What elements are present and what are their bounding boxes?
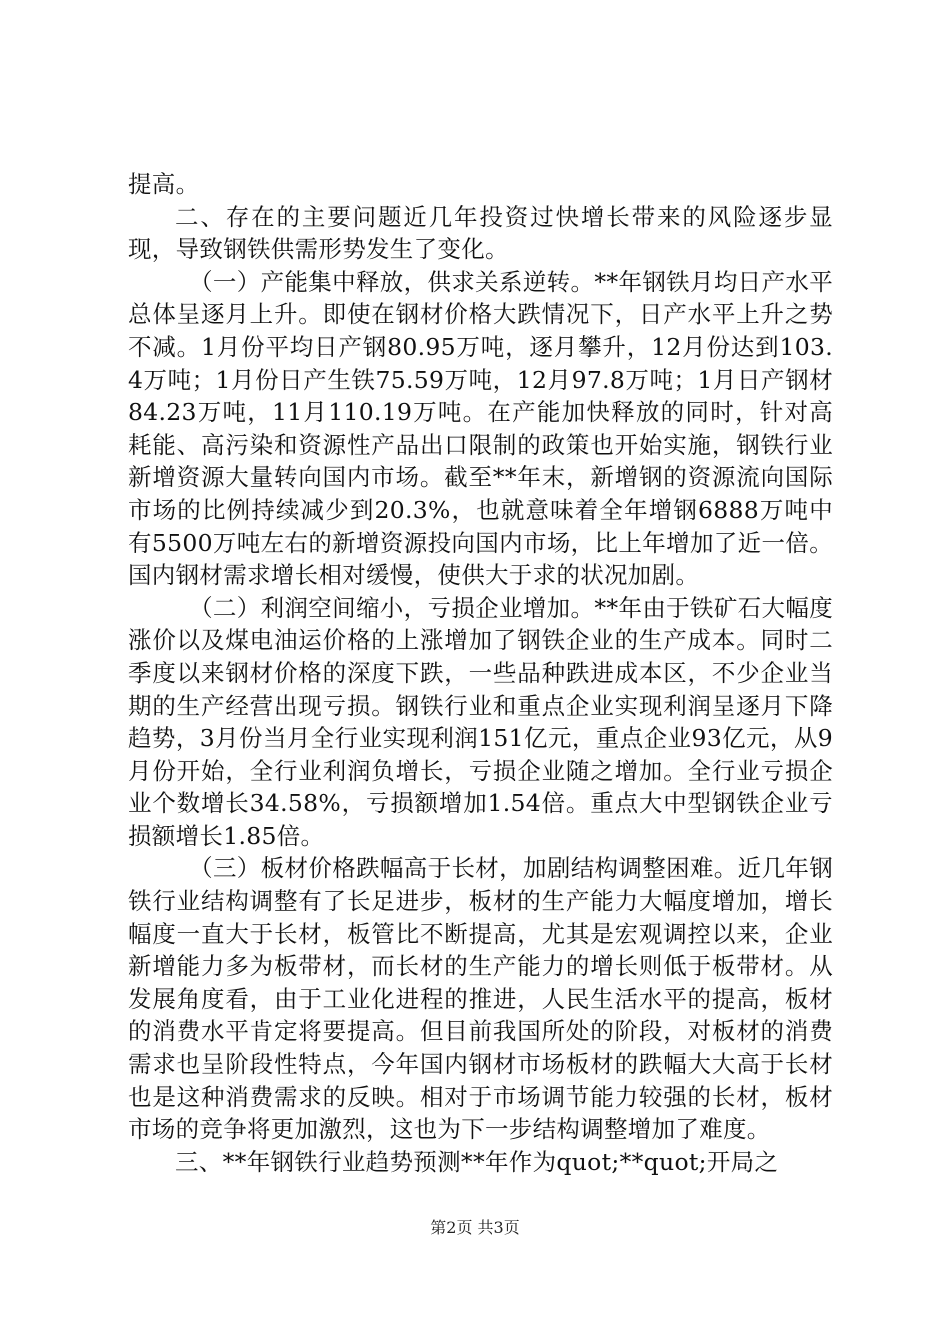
paragraph-section-two-heading: 二、存在的主要问题近几年投资过快增长带来的风险逐步显现，导致钢铁供需形势发生了变化。: [128, 202, 833, 264]
paragraph-subsection-one: （一）产能集中释放，供求关系逆转。**年钢铁月均日产水平总体呈逐月上升。即使在钢材价格大跌情况下，日产水平上升之势不减。1月份平均日产钢80.95万吨，逐月攀升，12月份达到103.4万吨；1月份日产生铁75.59万吨，12月97.8万吨；1月日产钢材84.23万吨，11月110.19万吨。在产能加快释放的同时，针对高耗能、高污染和资源性产品出口限制的政策也开始实施，钢铁行业新增资源大量转向国内市场。截至**年末，新增钢的资源流向国际市场的比例持续减少到20.3%，也就意味着全年增钢6888万吨中有5500万吨左右的新增资源投向国内市场，比上年增加了近一倍。国内钢材需求增长相对缓慢，使供大于求的状况加剧。: [128, 267, 833, 590]
page-number-footer: 第2页 共3页: [430, 1218, 520, 1237]
paragraph-subsection-three: （三）板材价格跌幅高于长材，加剧结构调整困难。近几年钢铁行业结构调整有了长足进步，板材的生产能力大幅度增加，增长幅度一直大于长材，板管比不断提高，尤其是宏观调控以来，企业新增能力多为板带材，而长材的生产能力的增长则低于板带材。从发展角度看，由于工业化进程的推进，人民生活水平的提高，板材的消费水平肯定将要提高。但目前我国所处的阶段，对板材的消费需求也呈阶段性特点，今年国内钢材市场板材的跌幅大大高于长材也是这种消费需求的反映。相对于市场调节能力较强的长材，板材市场的竞争将更加激烈，这也为下一步结构调整增加了难度。: [128, 854, 833, 1144]
paragraph-section-three-heading: 三、**年钢铁行业趋势预测**年作为quot;**quot;开局之: [175, 1147, 779, 1176]
paragraph-subsection-two: （二）利润空间缩小，亏损企业增加。**年由于铁矿石大幅度涨价以及煤电油运价格的上涨增加了钢铁企业的生产成本。同时二季度以来钢材价格的深度下跌，一些品种跌进成本区，不少企业当期的生产经营出现亏损。钢铁行业和重点企业实现利润呈逐月下降趋势，3月份当月全行业实现利润151亿元，重点企业93亿元，从9月份开始，全行业利润负增长，亏损企业随之增加。全行业亏损企业个数增长34.58%，亏损额增加1.54倍。重点大中型钢铁企业亏损额增长1.85倍。: [128, 593, 833, 850]
paragraph-continuation: 提高。: [128, 170, 200, 198]
document-body: [128, 168, 833, 1178]
